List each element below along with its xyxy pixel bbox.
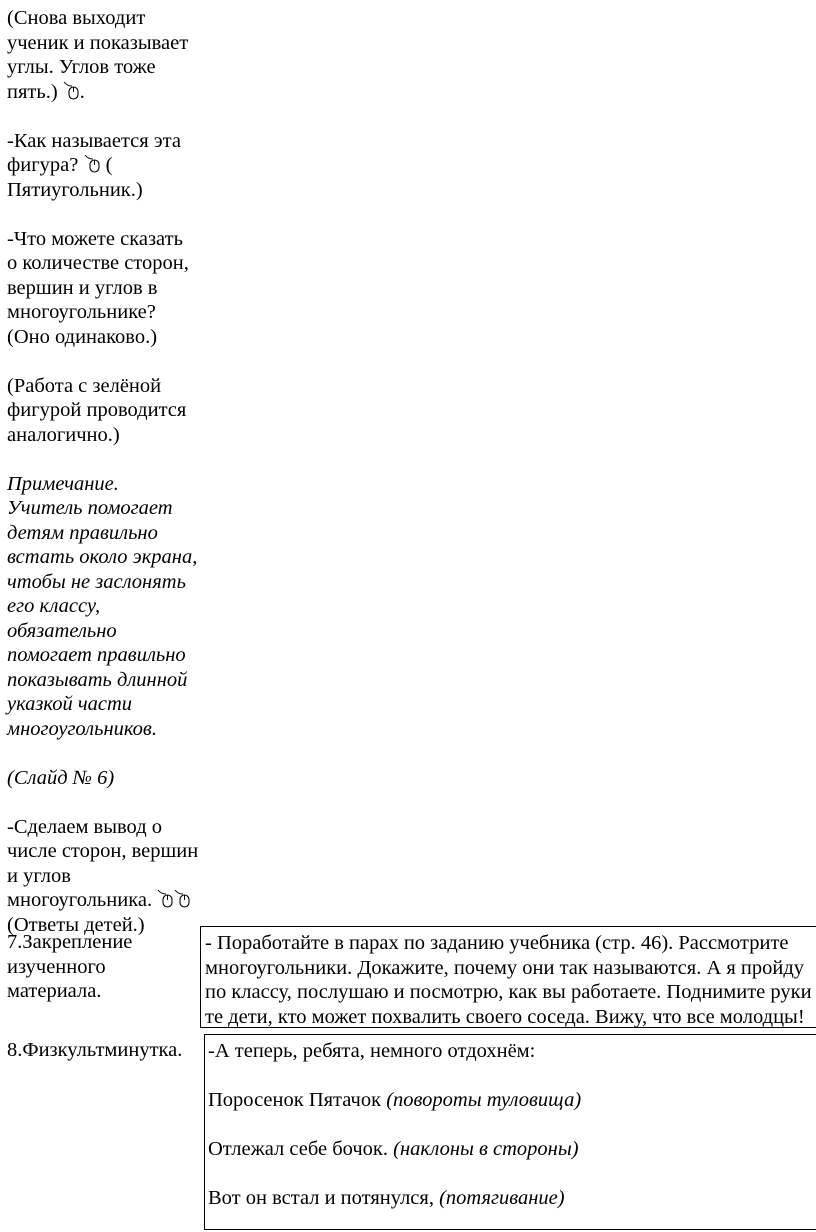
para-3: -Что можете сказать о количестве сторон, вершин и углов в многоугольнике? (Оно одинаково.) [7, 227, 189, 348]
exercise-intro: -А теперь, ребята, немного отдохнём: [208, 1040, 536, 1062]
row-7-content-cell: - Поработайте в парах по заданию учебника (стр. 46). Рассмотрите многоугольники. Докажите, почему они так называются. А я пройду по классу, послушаю и посмотрю, как вы работаете. Поднимите руки те дети, кто может похвалить своего соседа. Вижу, что все молодцы! [200, 926, 816, 1028]
exercise-line: Поросенок Пятачок (повороты туловища) [208, 1089, 582, 1111]
para-1: (Снова выходит ученик и показывает углы. Углов тоже пять.) . [7, 7, 189, 103]
para-4: (Работа с зелёной фигурой проводится аналогично.) [7, 374, 187, 446]
row-8-content-cell [204, 1034, 816, 1230]
mouse-click-icon [157, 889, 174, 908]
row-8-label: 8.Физкультминутка. [7, 1039, 183, 1061]
para-2: -Как называется эта фигура? ( Пятиугольник.) [7, 129, 181, 201]
mouse-click-icon [63, 81, 80, 100]
exercise-line: Вот он встал и потянулся, (потягивание) [208, 1187, 565, 1209]
para-5: -Сделаем вывод о числе сторон, вершин и углов многоугольника. (Ответы детей.) [7, 815, 199, 936]
left-column-text [7, 6, 202, 937]
row-7-label: 7.Закрепление изученного материала. [7, 931, 133, 1002]
exercise-line: Отлежал себе бочок. (наклоны в стороны) [208, 1138, 579, 1160]
slide-reference: (Слайд № 6) [7, 766, 115, 789]
mouse-click-icon [84, 154, 101, 173]
mouse-click-icon [174, 889, 191, 908]
teacher-note: Примечание. Учитель помогает детям правильно встать около экрана, чтобы не заслонять его классу, обязательно помогает правильно показывать длинной указкой части многоугольников. [7, 472, 198, 740]
